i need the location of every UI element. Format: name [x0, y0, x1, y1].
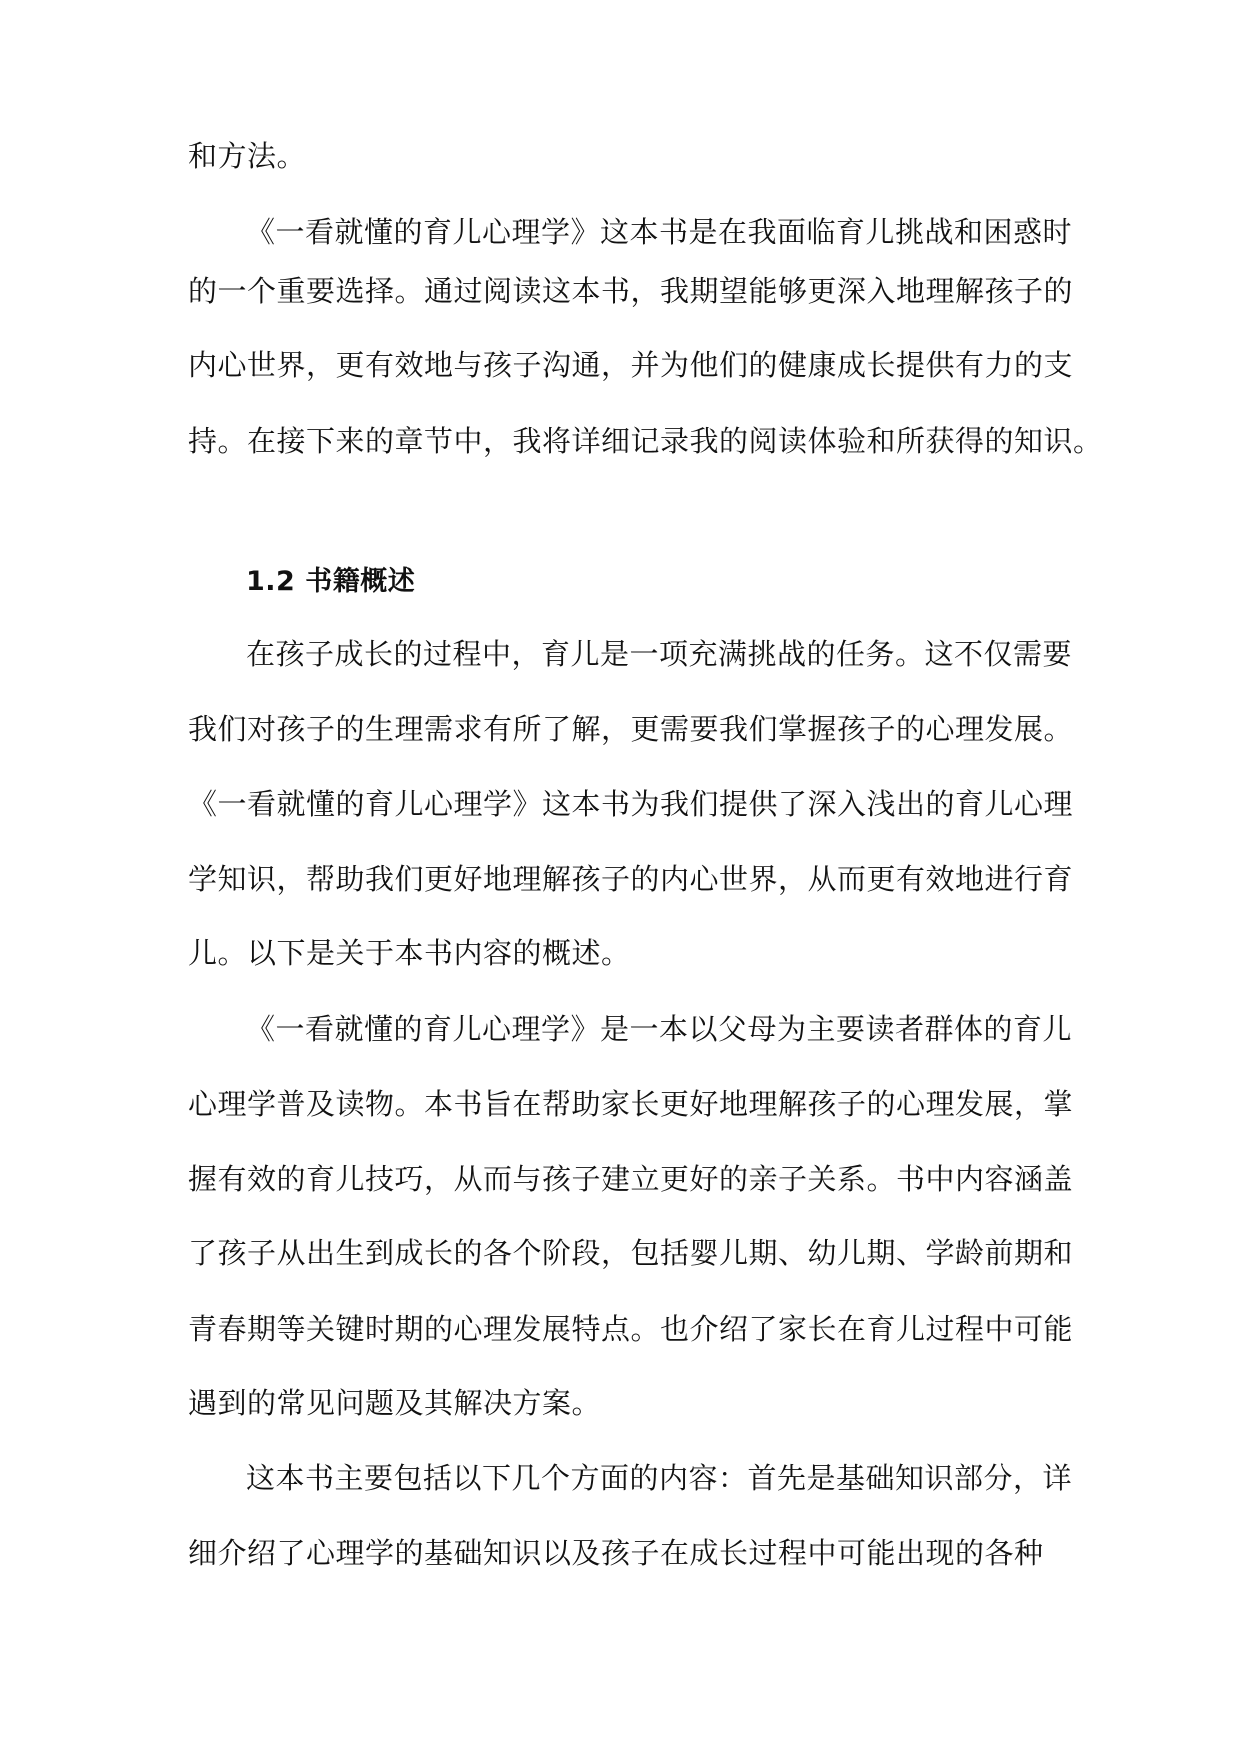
text-line: 《一看就懂的育儿心理学》这本书是在我面临育儿挑战和困惑时 — [246, 215, 1073, 249]
text-line: 内心世界，更有效地与孩子沟通，并为他们的健康成长提供有力的支 — [188, 348, 1074, 382]
text-line: 《一看就懂的育儿心理学》是一本以父母为主要读者群体的育儿 — [246, 1012, 1073, 1046]
text-line: 这本书主要包括以下几个方面的内容：首先是基础知识部分，详 — [246, 1461, 1073, 1495]
text-line: 握有效的育儿技巧，从而与孩子建立更好的亲子关系。书中内容涵盖 — [188, 1162, 1074, 1196]
text-line: 心理学普及读物。本书旨在帮助家长更好地理解孩子的心理发展，掌 — [188, 1087, 1074, 1121]
text-line: 青春期等关键时期的心理发展特点。也介绍了家长在育儿过程中可能 — [188, 1312, 1074, 1346]
text-line: 我们对孩子的生理需求有所了解，更需要我们掌握孩子的心理发展。 — [188, 712, 1074, 746]
text-line: 学知识，帮助我们更好地理解孩子的内心世界，从而更有效地进行育 — [188, 862, 1074, 896]
text-line: 细介绍了心理学的基础知识以及孩子在成长过程中可能出现的各种 — [188, 1536, 1044, 1570]
text-line: 在孩子成长的过程中，育儿是一项充满挑战的任务。这不仅需要 — [246, 637, 1073, 671]
text-line: 的一个重要选择。通过阅读这本书，我期望能够更深入地理解孩子的 — [188, 274, 1074, 308]
text-line: 儿。以下是关于本书内容的概述。 — [188, 936, 631, 970]
section-heading: 1.2 书籍概述 — [246, 566, 416, 597]
text-line: 了孩子从出生到成长的各个阶段，包括婴儿期、幼儿期、学龄前期和 — [188, 1236, 1074, 1270]
text-line: 《一看就懂的育儿心理学》这本书为我们提供了深入浅出的育儿心理 — [188, 787, 1074, 821]
text-line: 遇到的常见问题及其解决方案。 — [188, 1386, 602, 1420]
text-line: 和方法。 — [188, 139, 307, 173]
text-line: 持。在接下来的章节中，我将详细记录我的阅读体验和所获得的知识。 — [188, 424, 1103, 458]
